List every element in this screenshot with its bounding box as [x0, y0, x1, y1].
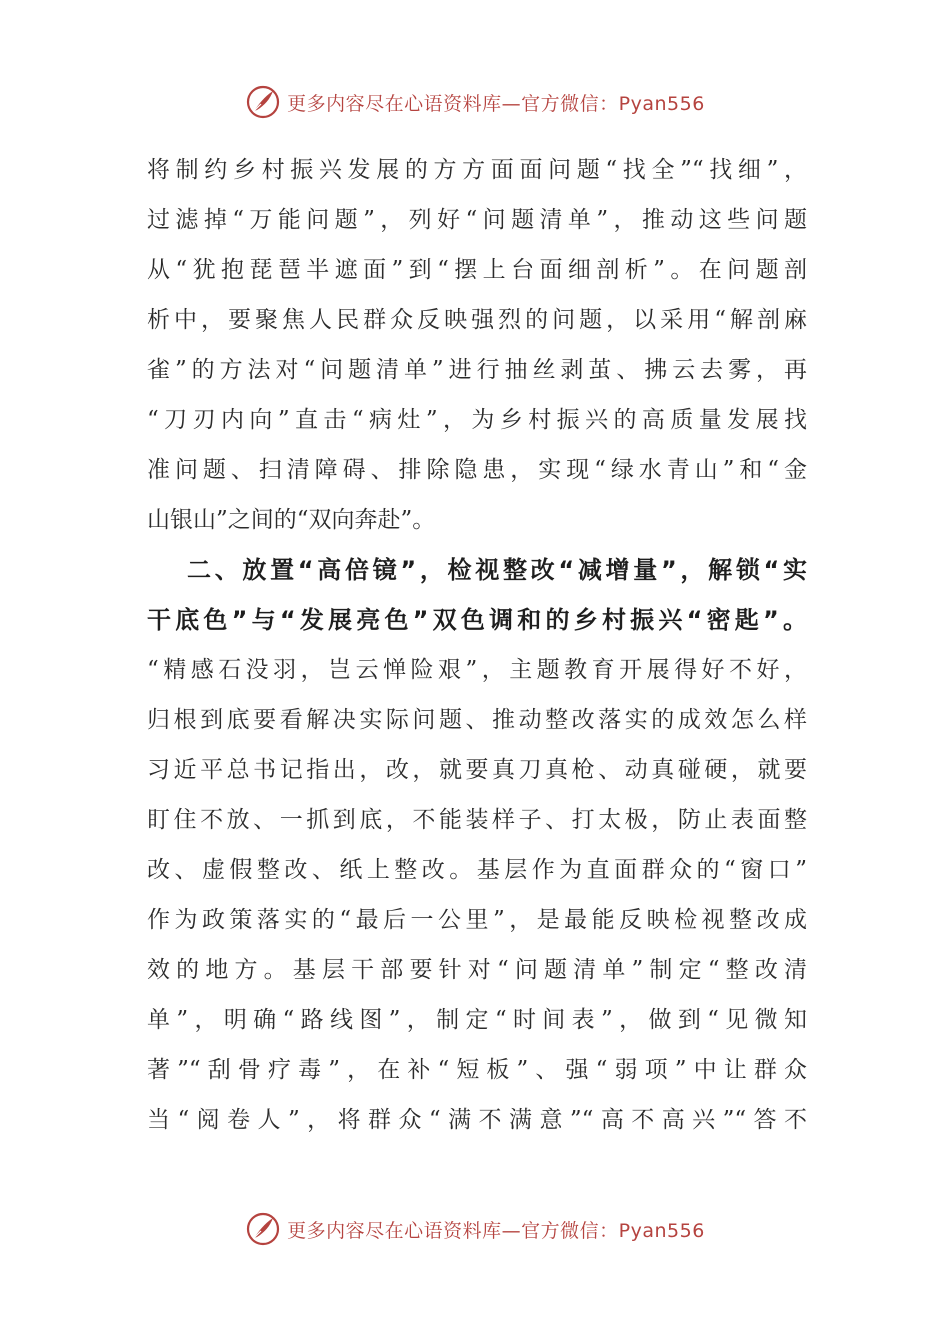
text-line: 盯住不放、一抓到底，不能装样子、打太极，防止表面整	[147, 807, 807, 833]
text-line: 过滤掉“万能问题”，列好“问题清单”，推动这些问题	[147, 207, 807, 233]
text-line: 雀”的方法对“问题清单”进行抽丝剥茧、拂云去雾，再	[147, 357, 807, 383]
document-body	[147, 145, 807, 1145]
text-line: 准问题、扫清障碍、排除隐患，实现“绿水青山”和“金	[147, 457, 807, 483]
section-heading-line: 干底色”与“发展亮色”双色调和的乡村振兴“密匙”。	[147, 606, 807, 634]
text-line: 著”“刮骨疗毒”，在补“短板”、强“弱项”中让群众	[147, 1057, 807, 1083]
quill-pen-circle-icon	[245, 1211, 281, 1247]
text-line: 归根到底要看解决实际问题、推动整改落实的成效怎么样	[147, 707, 807, 733]
section-heading-line: 二、放置“高倍镜”，检视整改“减增量”，解锁“实	[187, 556, 807, 584]
text-line: 从“犹抱琵琶半遮面”到“摆上台面细剖析”。在问题剖	[147, 257, 807, 283]
text-line: 效的地方。基层干部要针对“问题清单”制定“整改清	[147, 957, 807, 983]
quill-pen-circle-icon	[245, 84, 281, 120]
text-line: 作为政策落实的“最后一公里”，是最能反映检视整改成	[147, 907, 807, 933]
text-line: 析中，要聚焦人民群众反映强烈的问题，以采用“解剖麻	[147, 307, 807, 333]
text-line: 将制约乡村振兴发展的方方面面问题“找全”“找细”，	[147, 157, 807, 183]
footer-watermark	[0, 1209, 950, 1249]
text-line: “刀刃内向”直击“病灶”，为乡村振兴的高质量发展找	[147, 407, 807, 433]
text-line: 山银山”之间的“双向奔赴”。	[147, 507, 436, 533]
header-watermark	[0, 82, 950, 122]
text-line: 改、虚假整改、纸上整改。基层作为直面群众的“窗口”	[147, 857, 807, 883]
text-line: “精感石没羽，岂云惮险艰”，主题教育开展得好不好，	[147, 657, 807, 683]
text-line: 习近平总书记指出，改，就要真刀真枪、动真碰硬，就要	[147, 757, 807, 783]
text-line: 当“阅卷人”，将群众“满不满意”“高不高兴”“答不	[147, 1107, 807, 1133]
watermark-text: 更多内容尽在心语资料库—官方微信：Pyan556	[287, 1219, 705, 1242]
text-line: 单”，明确“路线图”，制定“时间表”，做到“见微知	[147, 1007, 807, 1033]
watermark-text: 更多内容尽在心语资料库—官方微信：Pyan556	[287, 92, 705, 115]
